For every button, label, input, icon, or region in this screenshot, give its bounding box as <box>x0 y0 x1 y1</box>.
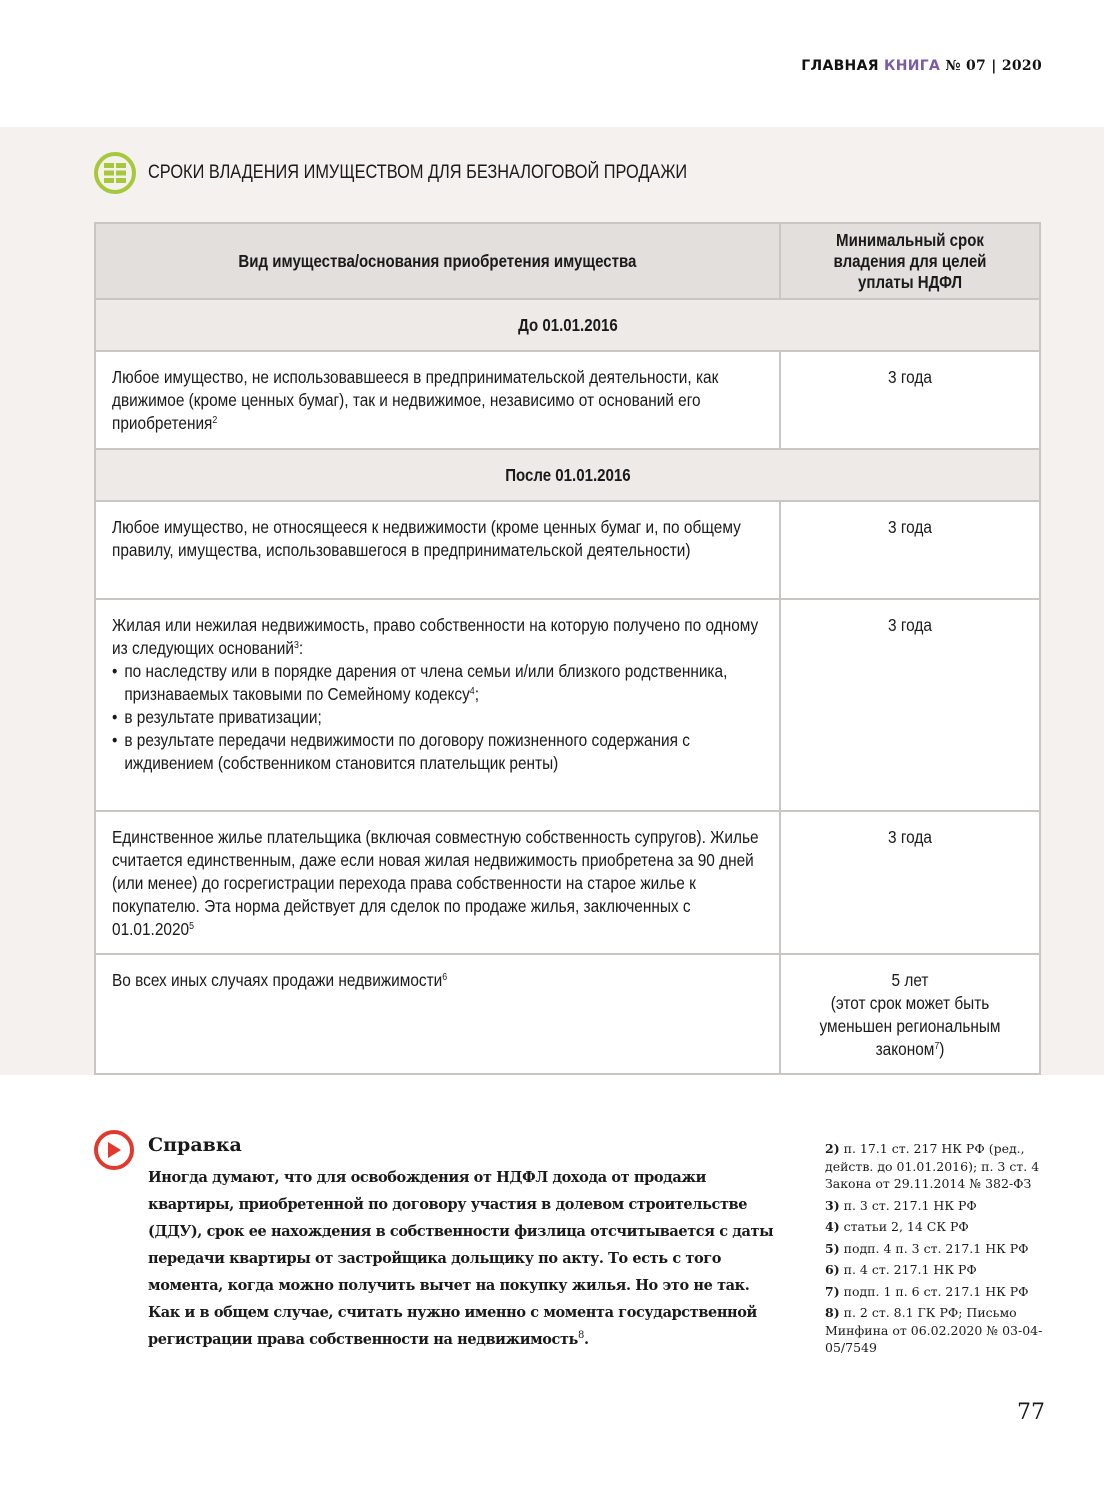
table-header-row <box>95 223 1040 299</box>
footnote: 3) п. 3 ст. 217.1 НК РФ <box>825 1197 977 1213</box>
footnote: 2) п. 17.1 ст. 217 НК РФ (ред., действ. до 01.01.2016); п. 3 ст. 4 Закона от 29.11.2014 № 382-ФЗ <box>825 1141 1040 1191</box>
reference-body: Иногда думают, что для освобождения от НДФЛ дохода от продажи квартиры, приобретенной по договору участия в долевом строительстве (ДДУ), срок ее нахождения в собственности физлица отсчитывается с даты передачи квартиры от застройщика дольщику по акту. То есть с того момента, когда можно получить вычет на покупку жилья. Но это не так. Как и в общем случае, считать нужно именно с момента государственной регистрации права собственности на недвижимость$^8$. <box>148 1169 774 1348</box>
list-item: • в результате передачи недвижимости по договору пожизненного содержания с иждивением (собственником становится плательщик ренты) <box>112 729 759 775</box>
table-row: Единственное жилье плательщика (включая совместную собственность супругов). Жилье считается единственным, даже если новая жилая недвижимость приобретена за 90 дней (или менее) до госрегистрации перехода права собственности на старое жилье к покупателю. Эта норма действует для сделок по продаже жилья, заключенных с 01.01.2020$^5$ 3 года <box>95 811 1040 954</box>
row-term: 3 года <box>888 615 932 635</box>
row-term: 3 года <box>888 367 932 387</box>
list-item: • в результате приватизации; <box>112 706 759 729</box>
row-term: 5 лет <box>891 970 929 990</box>
header-property-type: Вид имущества/основания приобретения имущества <box>95 223 780 299</box>
table-row: Любое имущество, не использовавшееся в предпринимательской деятельности, как движимое (кроме ценных бумаг), так и недвижимое, независимо от оснований его приобретения$^2$ 3 года <box>95 351 1040 449</box>
footnote: 6) п. 4 ст. 217.1 НК РФ <box>825 1262 977 1277</box>
row-term: 3 года <box>888 517 932 537</box>
table-row: Жилая или нежилая недвижимость, право собственности на которую получено по одному из следующих оснований$^3$: • по наследству или в порядке дарения от члена семьи и/или близкого родственника, признаваемых таковыми по Семейному кодексу$^4$; • в результате приватизации; • в результате передачи недвижимости по договору пожизненного содержания с иждивением (собственником становится плательщик ренты) 3 года <box>95 599 1040 811</box>
section-row-before-2016 <box>95 299 1040 351</box>
table-row <box>95 501 1040 599</box>
footnote: 4) статьи 2, 14 СК РФ <box>825 1219 969 1234</box>
row-term: 3 года <box>888 827 932 847</box>
page-number: 77 <box>1017 1400 1045 1425</box>
row-text: Любое имущество, не использовавшееся в предпринимательской деятельности, как движимое (кроме ценных бумаг), так и недвижимое, независимо от оснований его приобретения <box>112 367 719 433</box>
panel-title: СРОКИ ВЛАДЕНИЯ ИМУЩЕСТВОМ ДЛЯ БЕЗНАЛОГОВОЙ ПРОДАЖИ <box>148 162 688 183</box>
panel-header <box>94 152 775 194</box>
section-label: До 01.01.2016 <box>517 314 618 335</box>
masthead <box>801 58 1042 74</box>
basis-list <box>112 660 759 775</box>
header-min-term: Минимальный срок владения для целей уплаты НДФЛ <box>780 223 1040 299</box>
reference-title: Справка <box>148 1134 242 1156</box>
table-grid-icon <box>94 152 136 194</box>
row-text: Во всех иных случаях продажи недвижимости <box>112 970 443 990</box>
footnotes <box>825 1140 1055 1361</box>
section-row-after-2016 <box>95 449 1040 501</box>
table-row: Во всех иных случаях продажи недвижимости$^6$ 5 лет (этот срок может быть уменьшен региональным законом$^7$) <box>95 954 1040 1074</box>
masthead-brand-part1: ГЛАВНАЯ <box>801 58 879 74</box>
masthead-brand-part2: КНИГА <box>883 58 941 74</box>
row-text: Жилая или нежилая недвижимость, право собственности на которую получено по одному из следующих оснований <box>112 615 759 658</box>
row-text: Любое имущество, не относящееся к недвижимости (кроме ценных бумаг и, по общему правилу, имущества, использовавшегося в предпринимательской деятельности) <box>112 517 741 560</box>
footnote: 5) подп. 4 п. 3 ст. 217.1 НК РФ <box>825 1240 1029 1256</box>
footnote: 7) подп. 1 п. 6 ст. 217.1 НК РФ <box>825 1283 1029 1299</box>
footnote: 8) п. 2 ст. 8.1 ГК РФ; Письмо Минфина от 06.02.2020 № 03-04-05/7549 <box>825 1305 1043 1355</box>
section-label: После 01.01.2016 <box>504 464 631 485</box>
row-text: Единственное жилье плательщика (включая совместную собственность супругов). Жилье считается единственным, даже если новая жилая недвижимость приобретена за 90 дней (или менее) до госрегистрации перехода права собственности на старое жилье к покупателю. Эта норма действует для сделок по продаже жилья, заключенных с 01.01.2020 <box>112 827 759 939</box>
row-term-note: (этот срок может быть уменьшен региональным законом <box>819 993 1001 1059</box>
ownership-terms-table <box>94 222 1041 1075</box>
masthead-issue: № 07 | 2020 <box>945 58 1042 74</box>
list-item: • по наследству или в порядке дарения от члена семьи и/или близкого родственника, признаваемых таковыми по Семейному кодексу$^4$; <box>112 660 759 706</box>
play-icon <box>94 1130 134 1170</box>
